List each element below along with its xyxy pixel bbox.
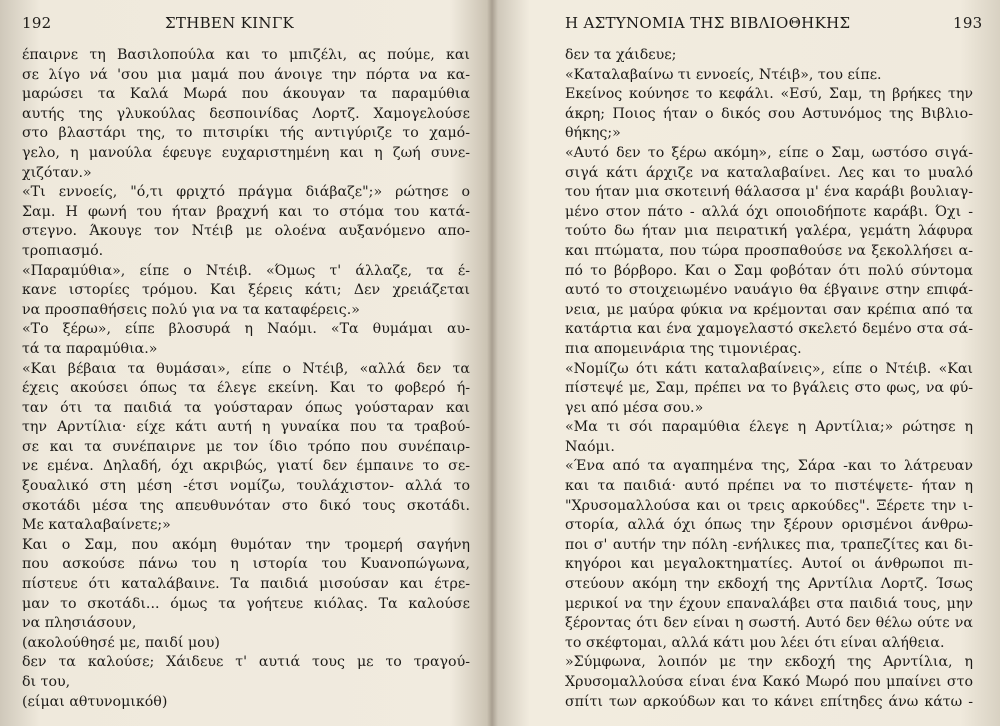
running-head: Η ΑΣΤΥΝΟΜΙΑ ΤΗΣ ΒΙΒΛΙΟΘΗΚΗΣ <box>565 14 851 32</box>
text-line: «Καταλαβαίνω τι εννοείς, Ντέιβ», του είπε. <box>565 66 882 83</box>
text-line: «Το ξέρω», είπε βλοσυρά η Ναόμι. «Τα θυμάμαι αυ- <box>22 321 470 338</box>
text-line: μαρώσει τα Καλά Μωρά που άκουγαν τα παραμύθια <box>22 86 470 103</box>
text-line: σε λίγο νά 'σου μια μαμά που άνοιγε την πόρτα να κα- <box>22 66 470 83</box>
text-line: και τα παιδιά· αυτό πρέπει να το πιστέψετε- ήταν η <box>565 478 973 495</box>
text-line: "Χρυσομαλλούσα και οι τρεις αρκούδες". Ξέρετε την ι- <box>565 497 973 514</box>
text-line: «Παραμύθια», είπε ο Ντέιβ. «Όμως τ' άλλαζε, τα έ- <box>22 262 470 279</box>
text-line: σπίτι των αρκούδων και το κάνει επίτηδες άνω κάτω - <box>565 693 973 710</box>
text-line: χιζόταν.» <box>22 164 92 181</box>
text-line: κηγόροι και μεγαλοκτηματίες. Αυτοί οι άνθρωποι πι- <box>565 556 973 573</box>
text-line: να προσπαθήσεις πολύ για να τα καταφέρεις.» <box>22 301 360 318</box>
text-line: του ήταν μια σκοτεινή θάλασσα μ' ένα καράβι βουλιαγ- <box>565 184 973 201</box>
text-line: στεύουν ακόμη την εκδοχή της Αρντίλια Λορτζ. Ίσως <box>565 576 973 593</box>
text-line: αυτό το στοιχειωμένο ναυάγιο θα έβγαινε στην επιφά- <box>565 282 973 299</box>
text-line: Χρυσομαλλούσα είναι ένα Κακό Μωρό που μπαίνει στο <box>565 674 973 690</box>
text-line: δεν τα καλούσε; Χάιδευε τ' αυτιά τους με το τραγού- <box>22 654 470 671</box>
text-line: τούτο δω ήταν μια πειρατική γαλέρα, γεμάτη λάφυρα <box>565 223 973 240</box>
text-line: αυτής της γλυκούλας δεσποινίδας Λορτζ. Χαμογελούσε <box>22 105 470 122</box>
text-line: κατάρτια και ένα χαμογελαστό σκελετό δεμένο στα σά- <box>565 321 973 338</box>
text-line: τροπιασμό. <box>22 242 104 259</box>
text-line: άκρη; Ποιος ήταν ο δικός σου Αστυνόμος της Βιβλιο- <box>565 105 973 122</box>
text-line: ξουαλικό στη μέση -έτσι νομίζω, τουλάχιστον- αλλά το <box>22 478 470 495</box>
text-line: Με καταλαβαίνετε;» <box>22 517 171 534</box>
text-line: μένο στον πάτο - αλλά όχι οποιοδήποτε καράβι. Όχι - <box>565 203 973 220</box>
text-line: «Ένα από τα αγαπημένα της, Σάρα -και το λάτρευαν <box>565 458 973 475</box>
text-line: Εκείνος κούνησε το κεφάλι. «Εσύ, Σαμ, τη βρήκες την <box>565 86 973 103</box>
text-line: που ασκούσε πάνω του η ιστορία του Κυανοπώγωνα, <box>22 556 470 573</box>
text-line: σκοτάδι μέσα της απευθυνόταν στο δικό τους σκοτάδι. <box>22 497 470 514</box>
text-line: πια απομεινάρια της τιμονιέρας. <box>565 340 802 357</box>
text-line: το σκέφτομαι, αλλά κάτι μου λέει ότι είναι αλήθεια. <box>565 634 945 651</box>
text-line: πίστεψέ με, Σαμ, πρέπει να το βγάλεις στο φως, να φύ- <box>565 380 973 397</box>
page-body <box>565 46 973 712</box>
text-line: (ακολούθησέ με, παιδί μου) <box>22 634 220 651</box>
text-line: Και ο Σαμ, που ακόμη θυμόταν την τρομερή σαγήνη <box>22 536 470 553</box>
text-line: τά τα παραμύθια.» <box>22 340 158 357</box>
text-line: την Αρντίλια· είχε κάτι αυτή η γυναίκα που τα τραβού- <box>22 419 470 436</box>
text-line: «Τι εννοείς, "ό,τι φριχτό πράγμα διάβαζε";» ρώτησε ο <box>22 184 470 201</box>
text-line: δι του, <box>22 674 71 690</box>
text-line: »Σύμφωνα, λοιπόν με την εκδοχή της Αρντίλια, η <box>565 654 973 671</box>
page-number: 192 <box>22 14 52 32</box>
text-line: «Αυτό δεν το ξέρω ακόμη», είπε ο Σαμ, ωστόσο σιγά- <box>565 144 973 161</box>
text-line: «Και βέβαια τα θυμάσαι», είπε ο Ντέιβ, «αλλά δεν τα <box>22 360 470 377</box>
page-number: 193 <box>953 14 983 32</box>
left-page <box>0 0 490 726</box>
text-line: στο βλαστάρι της, το πιτσιρίκι τής αντιγύριζε το χαμό- <box>22 125 470 142</box>
right-page <box>505 0 1000 726</box>
text-line: ποι σ' αυτήν την πόλη -ενήλικες πια, τραπεζίτες και δι- <box>565 536 973 553</box>
text-line: «Μα τι σόι παραμύθια έλεγε η Αρντίλια;» ρώτησε η <box>565 419 973 436</box>
page-body <box>22 46 470 712</box>
text-line: να πλησιάσουν, <box>22 615 137 632</box>
text-line: έχεις ακούσει όπως τα έλεγε εκείνη. Και το φοβερό ή- <box>22 380 470 397</box>
text-line: στορία, αλλά όχι όπως την ξέρουν ορισμένοι άνθρω- <box>565 517 973 534</box>
text-line: ταν ότι τα παιδιά τα γούσταραν όπως γούσταραν και <box>22 399 470 416</box>
text-line: γελο, η μανούλα έφευγε ευχαριστημένη και η ζωή συνε- <box>22 144 470 161</box>
text-line: «Νομίζω ότι κάτι καταλαβαίνεις», είπε ο Ντέιβ. «Και <box>565 360 973 377</box>
text-line: δεν τα χάιδευε; <box>565 47 677 63</box>
text-line: κανε ιστορίες τρόμου. Και ξέρεις κάτι; Δεν χρειάζεται <box>22 282 470 299</box>
text-line: και πτώματα, που τώρα προσπαθούσε να ξεκολλήσει α- <box>565 242 973 259</box>
text-line: θήκης;» <box>565 125 621 142</box>
text-line: σιγά κάτι άρχιζε να καταλαβαίνει. Λες και το μυαλό <box>565 164 973 181</box>
text-line: Ναόμι. <box>565 438 615 455</box>
text-line: πό το βόρβορο. Και ο Σαμ φοβόταν ότι πολύ σύντομα <box>565 262 973 279</box>
text-line: στεγνο. Άκουγε τον Ντέιβ με ολοένα αυξανόμενο απο- <box>22 223 470 240</box>
text-line: σε και τα συνέπαιρνε με τον ίδιο τρόπο που συνέπαιρ- <box>22 438 470 455</box>
text-line: νεια, με μαύρα φύκια να κρέμονται σαν κρέπια από τα <box>565 301 973 318</box>
text-line: πίστευε ότι καταλάβαινε. Τα παιδιά μισούσαν και έτρε- <box>22 576 470 593</box>
running-head: ΣΤΗΒΕΝ ΚΙΝΓΚ <box>165 14 295 32</box>
text-line: μαν το σκοτάδι... όμως τα γοήτευε κιόλας. Τα καλούσε <box>22 595 470 612</box>
text-line: ξέροντας ότι δεν είναι η σωστή. Αυτό δεν θέλω ούτε να <box>565 615 973 632</box>
text-line: νε εμένα. Δηλαδή, όχι ακριβώς, γιατί δεν έμπαινε το σε- <box>22 458 470 475</box>
text-line: μερικοί να την έχουν επαναλάβει στα παιδιά τους, μην <box>565 595 973 612</box>
text-line: έπαιρνε τη Βασιλοπούλα και το μπιζέλι, ας πούμε, και <box>22 47 470 63</box>
text-line: (είμαι αθτυνομικόθ) <box>22 693 168 710</box>
text-line: γει από μέσα σου.» <box>565 399 704 416</box>
text-line: Σαμ. Η φωνή του ήταν βραχνή και το στόμα του κατά- <box>22 203 470 220</box>
